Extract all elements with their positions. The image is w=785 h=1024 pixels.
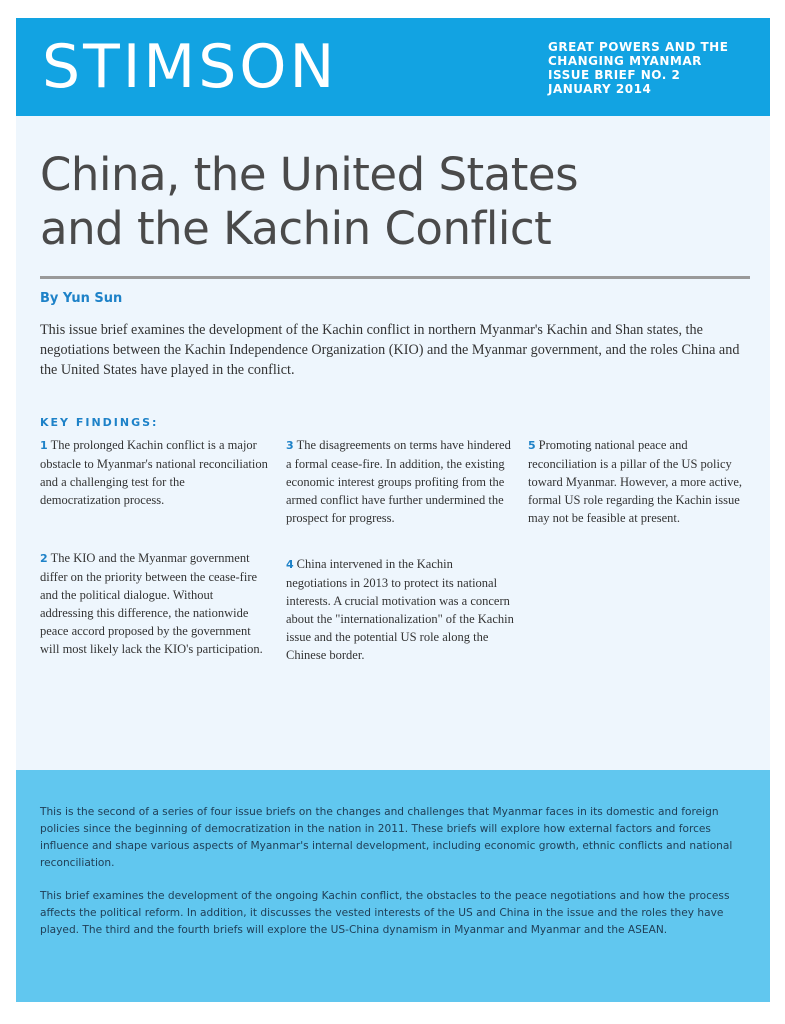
footer-summary-box xyxy=(16,770,770,1002)
finding-number: 4 xyxy=(286,558,294,571)
header-banner xyxy=(16,18,770,116)
title-line1: China, the United States xyxy=(40,148,579,201)
stimson-logo: STIMSON xyxy=(42,32,338,102)
finding-item xyxy=(40,436,268,509)
series-title-line1: GREAT POWERS AND THE xyxy=(548,40,729,54)
page-title xyxy=(40,148,740,256)
findings-column-2 xyxy=(286,436,514,692)
author-byline: By Yun Sun xyxy=(40,291,123,306)
finding-text: China intervened in the Kachin negotiations in 2013 to protect its national interests. A crucial motivation was a concern about the "internationalization" of the Kachin issue and the potential US role along the Chinese border. xyxy=(286,557,514,662)
finding-number: 3 xyxy=(286,439,294,452)
brief-cover-page xyxy=(16,18,770,1002)
finding-text: The KIO and the Myanmar government differ on the priority between the cease-fire and the political dialogue. Without addressing this difference, the nationwide peace accord proposed by the government will most likely lack the KIO's participation. xyxy=(40,551,263,656)
footer-paragraph-1: This is the second of a series of four issue briefs on the changes and challenges that Myanmar faces in its domestic and foreign policies since the beginning of democratization in the nation in 2011. These briefs will explore how external factors and forces influence and shape various aspects of Myanmar's internal development, including economic growth, ethnic conflicts and national reconciliation. xyxy=(40,806,733,869)
finding-number: 2 xyxy=(40,552,48,565)
title-line2: and the Kachin Conflict xyxy=(40,202,552,255)
series-title-line2: CHANGING MYANMAR xyxy=(548,54,702,68)
title-divider xyxy=(40,276,750,279)
finding-number: 5 xyxy=(528,439,536,452)
intro-paragraph: This issue brief examines the development of the Kachin conflict in northern Myanmar's Kachin and Shan states, the negotiations between the Kachin Independence Organization (KIO) and the Myanmar government, and the roles China and the United States have played in the conflict. xyxy=(40,322,740,378)
findings-column-1 xyxy=(40,436,268,686)
series-info xyxy=(548,40,758,96)
finding-number: 1 xyxy=(40,439,48,452)
footer-paragraph-2: This brief examines the development of the ongoing Kachin conflict, the obstacles to the peace negotiations and how the process affects the political reform. In addition, it discusses the vested interests of the US and China in the issue and the roles they have played. The third and the fourth briefs will explore the US-China dynamism in Myanmar and Myanmar and the ASEAN. xyxy=(40,890,730,936)
finding-item xyxy=(286,436,514,527)
key-findings-heading: KEY FINDINGS: xyxy=(40,416,159,429)
findings-column-3 xyxy=(528,436,756,555)
finding-text: The prolonged Kachin conflict is a major obstacle to Myanmar's national reconciliation and a challenging test for the democratization process. xyxy=(40,438,268,507)
finding-item xyxy=(286,555,514,664)
finding-item xyxy=(40,549,268,658)
issue-date: JANUARY 2014 xyxy=(548,82,652,96)
finding-text: The disagreements on terms have hindered a formal cease-fire. In addition, the existing economic interest groups profiting from the armed conflict have further undermined the prospect for progress. xyxy=(286,438,511,525)
issue-number: ISSUE BRIEF NO. 2 xyxy=(548,68,681,82)
finding-item xyxy=(528,436,756,527)
finding-text: Promoting national peace and reconciliation is a pillar of the US policy toward Myanmar. However, a more active, formal US role regarding the Kachin issue may not be feasible at present. xyxy=(528,438,743,525)
